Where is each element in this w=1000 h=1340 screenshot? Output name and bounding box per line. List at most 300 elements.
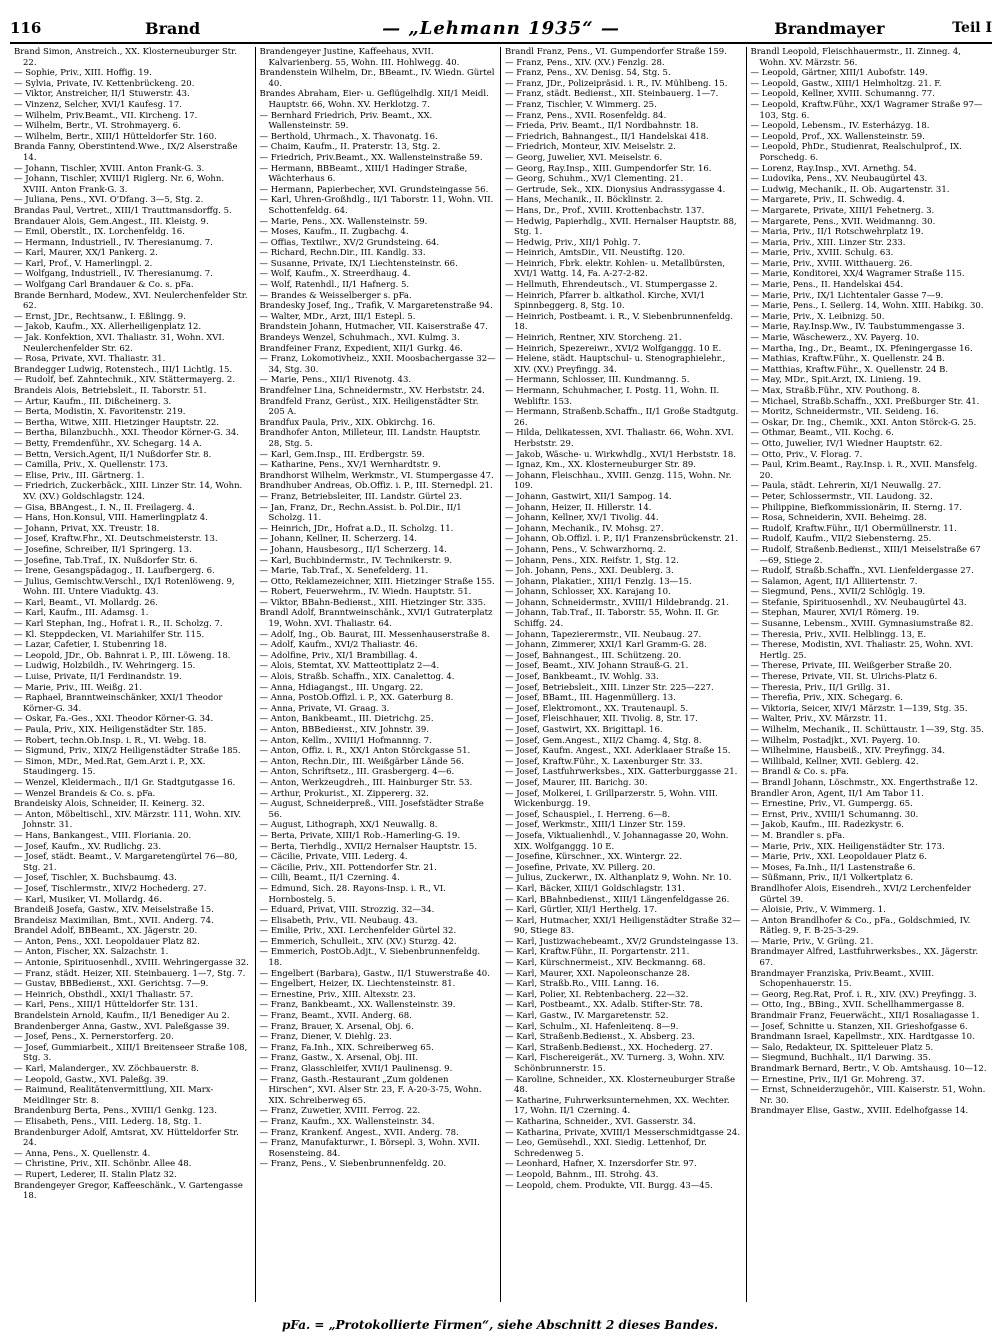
- directory-entry: Brandengeyer Gregor, Kaffeeschänk., V. Gartengasse 18.: [14, 1180, 243, 1202]
- directory-entry: — Hermann, Straßenb.Schaffn., II/1 Große Stadtgutg. 26.: [505, 407, 739, 428]
- directory-entry: — Walter, MDr., Arzt, III/1 Estepl. 5.: [259, 311, 416, 322]
- directory-entry: — Wilhelm, Priv.Beamt., VII. Kircheng. 17.: [14, 110, 198, 121]
- directory-entry: — Josef, städt. Beamt., V. Margaretengürtel 76—80, Stg. 21.: [14, 852, 238, 873]
- directory-entry: — Franz, Fa.Inh., XIX. Schreiberweg 65.: [259, 1042, 434, 1053]
- directory-entry: — May, MDr., Spit.Arzt, IX. Linieng. 19.: [750, 375, 922, 386]
- directory-entry: — Marie, Pens., XII/1 Rivenotg. 43.: [259, 375, 412, 386]
- directory-entry: — Georg, Reg.Rat, Prof. i. R., XIV. (XV.) Preyfingg. 3.: [750, 989, 977, 1000]
- directory-entry: — Josef, Kraftw.Fhr., XI. Deutschmeisterstr. 13.: [14, 534, 218, 545]
- directory-entry: Brandengeyer Justine, Kaffeehaus, XVII. Kalvarienberg. 55, Wohn. III. Hohlwegg. 40.: [259, 47, 460, 68]
- directory-entry: — Katharine, Fuhrwerksunternehmen, XX. Wechter. 17, Wohn. II/1 Czerning. 4.: [505, 1095, 730, 1117]
- directory-entry: — Anton, Werkzeugdreh., III. Hainburger Str. 53.: [259, 777, 473, 788]
- directory-entry: — Margarete, Private, XIII/1 Fehetnerg. 3.: [750, 205, 935, 216]
- directory-entry: — Bertha, Bilanzbuchh., XXI. Theodor Körner-G. 34.: [14, 428, 239, 439]
- directory-entry: — Leopold, JDr., Ob. Bahnrat i. P., III. Löweng. 18.: [14, 650, 231, 661]
- directory-entry: — Josef, Werkmstr., XIII/1 Linzer Str. 159.: [505, 820, 686, 831]
- directory-entry: — Walter, Priv., XV. Märzstr. 11.: [750, 714, 888, 725]
- directory-entry: Brandlhofer Alois, Eisendreh., XVI/2 Lerchenfelder Gürtel 39.: [750, 883, 971, 905]
- directory-entry: — Josef, Beamt., XIV. Johann Strauß-G. 21.: [505, 661, 689, 672]
- directory-entry: — Raphael, Branntweinschänker, XXI/1 Theodor Körner-G. 34.: [14, 693, 223, 714]
- directory-entry: — Johann, Ob.Offizl. i. P., II/1 Franzensbrückenstr. 21.: [505, 534, 739, 545]
- directory-entry: Brandl Leopold, Fleischhauermstr., II. Zinneg. 4, Wohn. XV. Märzstr. 56.: [750, 47, 961, 68]
- directory-entry: — Leopold, Gärtner, XIII/1 Aubofstr. 149.: [750, 68, 928, 79]
- directory-entry: — Karl, Bäcker, XIII/1 Goldschlagstr. 131.: [505, 883, 685, 894]
- directory-entry: — Artur, Kaufm., III. Dißcheinerg. 3.: [14, 396, 172, 407]
- directory-entry: — Berta, Private, XIII/1 Rob.-Hamerling-G. 19.: [259, 830, 461, 841]
- directory-entry: — Peter, Schlossermstr., VII. Laudong. 32.: [750, 491, 933, 502]
- directory-entry: — Franz, Glasschleifer, XVII/1 Paulinensg. 9.: [259, 1064, 453, 1074]
- directory-entry: — Betty, Fremdenführ., XV. Schegarg. 14 A.: [14, 438, 202, 449]
- directory-entry: — Gisa, BBAngest., I. N., II. Freilagerg. 4.: [14, 502, 195, 513]
- directory-entry: — Alois, Straßb. Schaffn., XIX. Canalettog. 4.: [259, 672, 455, 683]
- directory-entry: — Leopold, Kellner, XVIII. Schumanng. 77.: [750, 89, 935, 100]
- directory-entry: — Anton, BBBediенst., XIV. Johnstr. 39.: [259, 725, 430, 735]
- directory-entry: Brandeis Alois, Betriebsleit., II. Taborstr. 51.: [14, 386, 207, 396]
- directory-entry: — Karl, Straßenb.Bediенst., XX. Hochederg. 27.: [505, 1042, 713, 1053]
- directory-entry: — Elise, Priv., III. Gärtnerg. 1.: [14, 470, 145, 481]
- directory-entry: — Joh. Johann, Pens., XXI. Deublerg. 3.: [505, 566, 674, 577]
- directory-entry: — Theresia, Priv., XVII. Helblingg. 13, E.: [750, 629, 927, 640]
- directory-entry: Brandl Franz, Pens., VI. Gumpendorfer Straße 159.: [505, 47, 727, 57]
- directory-entry: — Emilie, Priv., XXI. Lerchenfelder Gürtel 32.: [259, 926, 457, 937]
- directory-entry: — Josef, Betriebsleit., XIII. Linzer Str. 225—227.: [505, 682, 714, 693]
- directory-entry: — Karl, Gem.Insp., III. Erdbergstr. 59.: [259, 449, 425, 460]
- directory-entry: Brandesky Josef, Ing., Trafik, V. Margaretenstraße 94.: [259, 301, 493, 312]
- directory-entry: — Engelbert, Heizer, IX. Liechtensteinstr. 81.: [259, 979, 456, 990]
- directory-entry: — Karl, Kaufm., III. Adamsg. 1.: [14, 608, 149, 619]
- directory-entry: — Franz, Gastw., X. Arsenal, Obj. III.: [259, 1053, 419, 1064]
- directory-entry: — Josef, Tischler, X. Buchsbaumg. 43.: [14, 873, 177, 884]
- directory-entry: — Leopold, Prof., XX. Wallensteinstr. 59.: [750, 131, 925, 142]
- directory-entry: — Emmerich, Schulleit., XIV. (XV.) Sturzg. 42.: [259, 936, 457, 947]
- directory-entry: Brandhuber Andreas, Ob.Offiz. i. P., III. Sternedpl. 21.: [259, 481, 493, 492]
- directory-entry: — Josef, Gem.Angest., XII/2 Chamg. 4, Stg. 8.: [505, 735, 702, 746]
- directory-entry: — Maria, Priv., XIII. Linzer Str. 233.: [750, 237, 906, 248]
- directory-entry: — Jakob, Kaufm., XX. Allerheiligenplatz 12.: [14, 322, 202, 333]
- directory-entry: — August, Schneiderpreß., VIII. Josefstädter Straße 56.: [259, 799, 484, 820]
- directory-entry: — Christine, Priv., XII. Schönbr. Allee 48.: [14, 1159, 192, 1170]
- directory-entry: — Anton, Bankbeamt., III. Dietrichg. 25.: [259, 714, 434, 725]
- directory-entry: — Leonhard, Hafner, X. Inzersdorfer Str. 97.: [505, 1159, 697, 1170]
- directory-entry: — Franz, Brauer, X. Arsenal, Obj. 6.: [259, 1021, 414, 1032]
- directory-entry: — Marie, Pens., II. Handelskai 454.: [750, 280, 904, 291]
- directory-entry: — Alois, Stemtat, XV. Matteottiplatz 2—4.: [259, 661, 440, 672]
- directory-entry: — Josef, Molkerei, I. Grillparzerstr. 5, Wohn. VIII. Wickenburgg. 19.: [505, 788, 718, 810]
- directory-entry: — Raimund, Realitätenvermittlung, XII. Marx-Meidlinger Str. 8.: [14, 1085, 214, 1106]
- directory-entry: — Hermann, Schlosser, III. Kundmanng. 5.: [505, 375, 690, 386]
- directory-entry: — Ernestine, Priv., XIII. Altexstr. 23.: [259, 989, 416, 1000]
- directory-entry: Brandmayer Franziska, Priv.Beamt., XVIII. Schopenhauerstr. 15.: [750, 968, 935, 990]
- directory-entry: — Berta, Tierhdlg., XVII/2 Hernalser Hauptstr. 15.: [259, 841, 478, 852]
- directory-entry: — Wilhelm, Mechanik., II. Schüttaustr. 1—39, Stg. 35.: [750, 725, 984, 735]
- directory-entry: — Karl, Musiker, VI. Mollardg. 46.: [14, 894, 162, 905]
- directory-entry: — Wolfgang Carl Brandauer & Co. s. pFa.: [14, 280, 194, 291]
- directory-entry: — Paula, städt. Lehrerin, XI/1 Neuwallg. 27.: [750, 481, 942, 492]
- directory-entry: — Maria, Priv., II/1 Rotschwehrplatz 19.: [750, 227, 924, 238]
- directory-entry: — Irene, Gesangspädagog., II. Laufbergerg. 6.: [14, 566, 215, 577]
- directory-entry: — Leopold, Gastw., XIII/1 Helmholtzg. 21. F.: [750, 78, 942, 89]
- directory-entry: — Marie, Priv., XVIII. Schulg. 63.: [750, 248, 894, 259]
- directory-entry: — Rudolf, Straßenb.Bediенst., XIII/1 Meiselstraße 67—69, Stiege 2.: [750, 544, 981, 566]
- directory-entry: Brandeys Wenzel, Schuhmach., XVI. Kulmg. 3.: [259, 333, 460, 344]
- directory-entry: — Josef, Tischlermstr., XIV/2 Hochederg. 27.: [14, 883, 207, 894]
- directory-entry: — Ernst, JDr., Rechtsanw., I. Eßlingg. 9.: [14, 311, 186, 322]
- directory-entry: Brand Simon, Anstreich., XX. Klosterneuburger Str. 22.: [14, 47, 237, 68]
- directory-entry: — Jakob, Wäsche- u. Wirkwhdlg., XVI/1 Herbststr. 18.: [505, 449, 736, 460]
- directory-entry: — Wolfgang, Industriell., IV. Theresianumg. 7.: [14, 269, 213, 280]
- directory-entry: — Johann, Kellner, II. Scherzerg. 14.: [259, 534, 417, 545]
- directory-entry: — Hermann, Papierbecher, XVI. Grundsteingasse 56.: [259, 184, 489, 195]
- directory-entry: — Willibald, Kellner, XVII. Geblerg. 42.: [750, 756, 919, 767]
- directory-entry: — Karl, BBahnbedienst., XIII/1 Längenfeldgasse 26.: [505, 894, 730, 905]
- directory-entry: — Therese, Private, III. Weißgerber Straße 20.: [750, 661, 953, 672]
- directory-entry: — Franz, Zuwetier, XVIII. Ferrog. 22.: [259, 1106, 421, 1117]
- directory-entry: — Marie, Priv., X. Leibnizg. 50.: [750, 311, 885, 322]
- directory-entry: — Karl, Straßenb.Bediенst., X. Absberg. 23.: [505, 1032, 695, 1043]
- directory-entry: — Karl, Hutmacher, XXI/1 Heiligenstädter Straße 32—90, Stiege 83.: [505, 915, 741, 937]
- directory-entry: — Katharina, Private, XVIII/1 Messerschmidtgasse 24.: [505, 1127, 741, 1138]
- directory-entry: — Johann, Gastwirt, XII/1 Sampog. 14.: [505, 491, 672, 502]
- directory-entry: — Johann, Pens., XIX. Reifstr. 1, Stg. 12.: [505, 555, 679, 566]
- directory-entry: — Leopold, Gastw., XVI. Paleßg. 39.: [14, 1074, 169, 1085]
- directory-entry: — Franz, Manufakturwr., I. Börsepl. 3, Wohn. XVII. Rosensteing. 84.: [259, 1138, 480, 1159]
- directory-entry: Brandhofer Anton, Milleteur, III. Landstr. Hauptstr. 28, Stg. 5.: [259, 428, 481, 449]
- directory-entry: — Brandl Johann, Löschmstr., XX. Engerthstraße 12.: [750, 777, 978, 788]
- directory-entry: — Berta, Modistin, X. Favoritenstr. 219.: [14, 407, 186, 418]
- directory-entry: — Josef, Gastwirt, XX. Brigittapl. 16.: [505, 725, 663, 735]
- directory-entry: — Marie, Tab.Traf., X. Senefelderg. 11.: [259, 566, 429, 577]
- directory-entry: — Elisabeth, Pens., VIII. Lederg. 18, Stg. 1.: [14, 1116, 202, 1127]
- directory-entry: — Karl, Uhren-Großhdlg., II/1 Taborstr. 11, Wohn. VII. Schottenfeldg. 64.: [259, 195, 494, 216]
- directory-entry: — Marie, Priv., XVIII. Witthauerg. 26.: [750, 258, 913, 269]
- directory-entry: — Anton, Kellm., XVIII/1 Hofmannng. 7.: [259, 735, 432, 746]
- page-footer: pFa. = „Protokollierte Firmen“, siehe Abschnitt 2 dieses Bandes.: [282, 1318, 718, 1332]
- directory-entry: — Katharine, Pens., XV/1 Wernhardtstr. 9.: [259, 460, 441, 471]
- directory-entry: — Leopold, Bahnm., III. Strohg. 43.: [505, 1169, 659, 1180]
- directory-entry: — Josef, Lastfuhrwerksbes., XIX. Gatterburggasse 21.: [505, 767, 738, 778]
- directory-entry: Brandes Abraham, Eier- u. Geflügelhdlg. XII/1 Meidl. Hauptstr. 66, Wohn. XV. Herklotzg. 7.: [259, 89, 489, 110]
- directory-entry: — Philippine, Biefkommissionärin, II. Sterng. 17.: [750, 502, 962, 513]
- directory-entry: — Josef, Schauspiel., I. Herreng. 6—8.: [505, 809, 671, 820]
- left-keyword: Brand: [145, 18, 201, 38]
- directory-entry: — Viktor, BBahn-Bediенst., XIII. Hietzinger Str. 335.: [259, 597, 486, 608]
- directory-entry: — Wolf, Ratenhdl., II/1 Hafnerg. 5.: [259, 280, 410, 291]
- directory-entry: — Margarete, Pens., XVII. Weidmanng. 30.: [750, 216, 936, 227]
- directory-entry: — Wenzel, Kleidermach., II/1 Gr. Stadtgutgasse 16.: [14, 777, 236, 788]
- directory-entry: — Josef, Fleischhauer, XII. Tivolig. 8, Str. 17.: [505, 714, 698, 725]
- directory-entry: — Georg, Schuhm., XV/1 Clementing. 21.: [505, 174, 684, 185]
- directory-entry: Brandfeld Franz, Gerüst., XIX. Heiligenstädter Str. 205 A.: [259, 396, 479, 418]
- directory-entry: — Engelbert (Barbara), Gastw., II/1 Stuwerstraße 40.: [259, 968, 490, 979]
- directory-entry: — Bernhard Friedrich, Priv. Beamt., XX. Wallensteinstr. 59.: [259, 110, 433, 132]
- directory-entry: — Frieda, Priv. Beamt., II/1 Nordbahnstr. 18.: [505, 121, 699, 132]
- directory-entry: — Johann, Tab.Traf., II. Taborstr. 55, Wohn. II. Gr. Schiffg. 24.: [505, 608, 720, 630]
- directory-entry: Brande Bernhard, Modew., XVI. Neulerchenfelder Str. 62.: [14, 290, 248, 312]
- directory-entry: — Viktoria, Seicer, XIV/1 Märzstr. 1—139, Stg. 35.: [750, 703, 968, 714]
- directory-entry: — Offias, Textilwr., XV/2 Grundsteing. 64.: [259, 237, 440, 248]
- directory-entry: — Josef, Kraftw.Führ., X. Laxenburger Str. 33.: [505, 756, 703, 767]
- directory-entry: — Martha, Ing., Dr., Beamt., IX. Pfeningergasse 16.: [750, 343, 973, 354]
- directory-entry: — Rudolf, Kaufm., VII/2 Siebensterng. 25.: [750, 534, 932, 545]
- directory-entry: — Oskar, Fa.-Ges., XXI. Theodor Körner-G. 34.: [14, 714, 214, 725]
- directory-entry: — Marie, Priv., III. Weißg. 21.: [14, 682, 142, 693]
- directory-entry: — Josefine, Kürschner., XX. Wintergr. 22.: [505, 852, 683, 863]
- directory-entry: — Heinrich, Rentner, XIV. Storcheng. 21.: [505, 333, 682, 344]
- directory-entry: — Franz, JDr., Polizeipräsid. i. R., IV. Mühlbeng. 15.: [505, 78, 728, 89]
- directory-entry: — Leopold, Lebensm., IV. Esterházyg. 18.: [750, 121, 930, 132]
- directory-entry: — Karl, Maurer, XX/1 Pankerg. 2.: [14, 248, 158, 259]
- directory-entry: — Robert, Feuerwehrm., IV. Wiedn. Hauptstr. 51.: [259, 587, 472, 598]
- directory-entry: — Brandes & Weisselberger s. pFa.: [259, 290, 412, 301]
- directory-entry: — Ignaz, Km., XX. Klosterneuburger Str. 89.: [505, 460, 696, 471]
- directory-entry: — Elisabeth, Priv., VII. Neubaug. 43.: [259, 915, 418, 926]
- directory-entry: — Franz, Krankenf. Angest., XVII. Anderg. 78.: [259, 1127, 459, 1138]
- directory-entry: — Ludwig, Holzbildh., IV. Wehringerg. 15.: [14, 661, 196, 672]
- directory-entry: Brandegger Ludwig, Rotenstech., III/1 Lichtlg. 15.: [14, 364, 233, 375]
- directory-entry: — Marie, Pens., XX. Wallensteinstr. 59.: [259, 216, 428, 227]
- directory-columns: [10, 47, 992, 1302]
- directory-entry: — Salamon, Agent, II/1 Alliiertenstr. 7.: [750, 576, 918, 587]
- directory-entry: — Chaim, Kaufm., II. Praterstr. 13, Stg. 2.: [259, 142, 441, 153]
- directory-entry: — Othmar, Beamt., VII. Kochg. 6.: [750, 428, 894, 439]
- directory-entry: — Emil, Oberstlt., IX. Lorchenfeldg. 16.: [14, 227, 185, 238]
- directory-entry: — Josef, Elektromont., XX. Trautenaupl. 5.: [505, 703, 689, 714]
- directory-entry: — Siegmund, Buchhalt., II/1 Darwing. 35.: [750, 1053, 931, 1064]
- directory-entry: — Franz, Tischler, V. Wimmerg. 25.: [505, 99, 657, 110]
- directory-entry: Brandfeiner Franz, Expedient, XII/1 Gurkg. 46.: [259, 343, 463, 354]
- directory-entry: Brandenberger Anna, Gastw., XVI. Paleßgasse 39.: [14, 1021, 230, 1032]
- directory-entry: — Leopold, Kraftw.Führ., XX/1 Wagramer Straße 97—103, Stg. 6.: [750, 99, 983, 121]
- directory-entry: — Katharina, Schneider., XVI. Gasserstr. 34.: [505, 1116, 696, 1127]
- directory-entry: — Johann, Zimmerer, XXI/1 Karl Gramm-G. 28.: [505, 640, 707, 651]
- directory-entry: Brandelstein Arnold, Kaufm., II/1 Benediger Au 2.: [14, 1011, 230, 1022]
- directory-entry: — Friedrich, Monteur, XIV. Meiselstr. 2.: [505, 142, 676, 153]
- directory-entry: Brandeisz Maximilian, Bmt., XVII. Anderg. 74.: [14, 915, 214, 926]
- directory-entry: — Anton, Rechn.Dir., III. Weißgärber Lände 56.: [259, 756, 464, 767]
- directory-entry: — Karl, Beamt., VI. Mollardg. 26.: [14, 597, 158, 608]
- directory-entry: — Friedrich, Priv.Beamt., XX. Wallensteinstraße 59.: [259, 152, 483, 163]
- directory-entry: — Max, Straßb.Führ., XIV. Pouthong. 8.: [750, 386, 920, 396]
- directory-entry: — Hans, Hon.Konsul, VIII. Hamerlingplatz 4.: [14, 513, 208, 524]
- directory-entry: — Anton, Möbeltischl., XIV. Märzstr. 111, Wohn. XIV. Johnstr. 31.: [14, 809, 241, 831]
- directory-entry: — Josef, Pens., X. Pernerstorferg. 20.: [14, 1032, 174, 1043]
- part-label: Teil I: [952, 20, 992, 36]
- directory-entry: — Berthold, Uhrmach., X. Thavonatg. 16.: [259, 131, 438, 142]
- directory-entry: — Anna, PostOb.Offizl. i. P., XX. Gaterburg 8.: [259, 693, 454, 704]
- directory-entry: — Rudolf, Straßb.Schaffn., XVI. Lienfeldergasse 27.: [750, 566, 974, 577]
- directory-entry: — Moses, Fa.Inh., II/1 Lastenstraße 6.: [750, 862, 916, 873]
- directory-entry: — Heinrich, Obsthdl., XXI/1 Thaliastr. 57.: [14, 989, 194, 1000]
- directory-entry: — Kl. Steppdecken, VI. Mariahilfer Str. 115.: [14, 629, 205, 640]
- directory-entry: — Marie, Wäschewerz., XV. Payerg. 10.: [750, 333, 920, 344]
- directory-entry: — Otto, Priv., V. Florag. 7.: [750, 449, 863, 460]
- directory-entry: — Franz, städt. Bediенst., XII. Steinbauerg. 1—7.: [505, 89, 719, 100]
- directory-entry: — Siegmund, Pens., XVII/2 Schlöglg. 19.: [750, 587, 926, 598]
- directory-entry: — Hans, Bankangest., VIII. Floriania. 20.: [14, 830, 192, 841]
- directory-entry: Brandl Adolf, Branntweinschänk., XVI/1 Gutraterplatz 19, Wohn. XVI. Thaliastr. 64.: [259, 608, 493, 630]
- directory-entry: — Therese, Private, VII. St. Ulrichs-Platz 6.: [750, 672, 938, 683]
- directory-entry: — Cilli, Beamt., II/1 Czerning. 4.: [259, 873, 400, 884]
- directory-entry: Brandas Paul, Vertret., XIII/1 Trauttmansdorffg. 5.: [14, 205, 232, 216]
- page-title: — „Lehmann 1935“ —: [382, 17, 620, 39]
- column-3: [501, 47, 747, 1302]
- directory-entry: — Mathias, Kraftw.Führ., X. Quellenstr. 24 B.: [750, 354, 945, 365]
- directory-entry: — Franz, Pens., XV. Denisg. 54, Stg. 5.: [505, 68, 671, 79]
- directory-entry: — Ludwig, Mechanik., II. Ob. Augartenstr. 31.: [750, 184, 950, 195]
- directory-entry: — Johann, Plakatier., XIII/1 Fenzlg. 13—15.: [505, 576, 692, 587]
- directory-entry: Brandmair Franz, Feuerwächt., XII/1 Rosaliagasse 1.: [750, 1011, 980, 1022]
- page-number: 116: [10, 19, 42, 37]
- directory-entry: — Therese, Modistin, XVI. Thaliastr. 25, Wohn. XVI. Hertlg. 25.: [750, 640, 974, 661]
- directory-entry: — Franz, Pens., V. Siebenbrunnenfeldg. 20.: [259, 1159, 447, 1170]
- directory-entry: — Josef, BBamt., III. Hagenmüllerg. 13.: [505, 693, 676, 704]
- directory-entry: — M. Brandler s. pFa.: [750, 830, 845, 841]
- directory-entry: — Leopold, chem. Produkte, VII. Burgg. 43—45.: [505, 1180, 713, 1191]
- column-1: [10, 47, 256, 1302]
- directory-entry: — Franz, Betriebsleiter, III. Landstr. Gürtel 23.: [259, 491, 462, 502]
- directory-entry: — Heinrich, Pfarrer b. altkathol. Kirche, XVI/1 Spinnbeggerg. 8, Stg. 10.: [505, 290, 706, 312]
- directory-entry: — Margarete, Priv., II. Schwedig. 4.: [750, 195, 905, 206]
- column-2: [256, 47, 502, 1302]
- directory-entry: — Richard, Rechn.Dir., III. Kandlg. 33.: [259, 248, 426, 259]
- directory-entry: — Wenzel Brandeis & Co. s. pFa.: [14, 788, 156, 799]
- directory-entry: — Matthias, Kraftw.Führ., X. Quellenstr. 24 B.: [750, 364, 949, 375]
- directory-entry: — Josefine, Schreiber, II/1 Springerg. 13.: [14, 544, 192, 555]
- directory-entry: — Marie, Priv., V. Grüng. 21.: [750, 936, 874, 947]
- directory-entry: — Lazar, Cafetier, I. Stubenring 18.: [14, 640, 167, 651]
- directory-entry: — Cäcilie, Private, VIII. Lederg. 4.: [259, 852, 408, 863]
- directory-entry: — Heinrich, Fbrk. elektr. Kohlen- u. Metallbürsten, XVI/1 Wattg. 14, Fa. A-27-2-82.: [505, 258, 726, 280]
- directory-entry: — Franz, Kaufm., XX. Wallensteinstr. 34.: [259, 1116, 435, 1127]
- directory-entry: Brandenburg Berta, Pens., XVIII/1 Genkg. 123.: [14, 1106, 217, 1117]
- directory-entry: — Jak. Konfektion, XVI. Thaliastr. 31, Wohn. XVI. Neulerchenfelder Str. 62.: [14, 333, 225, 354]
- directory-entry: — Karl, Prof., V. Hamerlingpl. 2.: [14, 258, 153, 269]
- directory-entry: — Wolf, Kaufm., X. Streerdhaug. 4.: [259, 269, 411, 280]
- directory-entry: — Viktor, Anstreicher, II/1 Stuwerstr. 43.: [14, 89, 190, 100]
- directory-entry: — Josef, Kaufm., XV. Rudlichg. 23.: [14, 841, 162, 852]
- directory-entry: — Hans, Dr., Prof., XVIII. Krottenbachstr. 137.: [505, 205, 705, 216]
- directory-entry: — Heinrich, Spezereiwr., XVI/2 Wolfganggg. 10 E.: [505, 343, 722, 354]
- directory-entry: — Julius, Zuckerwr., IX. Althanplatz 9, Wohn. Nr. 10.: [505, 873, 732, 884]
- directory-entry: — Hedwig, Papierhdlg., XVII. Hernalser Hauptstr. 88, Stg. 1.: [505, 216, 737, 238]
- directory-entry: — Karl, Polier, XI. Rebtenbacherg. 22—32.: [505, 989, 689, 1000]
- directory-entry: — Ernst, Priv., XVIII/1 Schumanng. 30.: [750, 809, 919, 820]
- directory-entry: — Johann, Privat, XX. Treustr. 18.: [14, 523, 160, 534]
- directory-entry: — August, Lithograph, XX/1 Neuwallg. 8.: [259, 820, 438, 831]
- directory-entry: — Johann, Kellner, XV/1 Tivolig. 44.: [505, 513, 659, 524]
- directory-entry: Branda Fanny, Oberstintend.Wwe., IX/2 Alserstraße 14.: [14, 142, 238, 163]
- directory-entry: — Ludovika, Pens., XV. Neubaugürtel 43.: [750, 174, 928, 185]
- directory-entry: — Franz, Pens., XVII. Rosenfeldg. 84.: [505, 110, 667, 121]
- directory-entry: — Johann, Tischler, XVIII/1 Riglerg. Nr. 6, Wohn. XVIII. Anton Frank-G. 3.: [14, 174, 225, 195]
- directory-entry: — Anna, Private, VI. Graag. 3.: [259, 703, 390, 714]
- directory-entry: — Adolf, Ing., Ob. Baurat, III. Messenhauserstraße 8.: [259, 629, 490, 640]
- directory-entry: — Gertrude, Sek., XIX. Dionysius Andrassygasse 4.: [505, 184, 726, 195]
- directory-entry: — Anna, Pens., X. Quellenstr. 4.: [14, 1148, 151, 1159]
- directory-entry: — Josefa, Viktualienhdl., V. Johannagasse 20, Wohn. XIX. Wolfganggg. 10 E.: [505, 830, 729, 852]
- directory-entry: — Süßmann, Priv., II/1 Volkertplatz 6.: [750, 873, 914, 884]
- directory-entry: — Ernestine, Priv., II/1 Gr. Mohreng. 37.: [750, 1074, 925, 1085]
- directory-entry: — Hilda, Delikatessen, XVI. Thaliastr. 66, Wohn. XVI. Herbststr. 29.: [505, 428, 734, 449]
- directory-entry: — Josef, Bahnangest., III. Schützeng. 20.: [505, 650, 682, 661]
- directory-entry: — Rosa, Schneiderin, XVII. Beheimg. 28.: [750, 513, 927, 524]
- directory-entry: — Franz, Diener, V. Diehlg. 23.: [259, 1032, 392, 1043]
- page-header: [10, 14, 992, 44]
- directory-entry: — Gustav, BBBediенst., XXI. Gerichtsg. 7—9.: [14, 979, 209, 990]
- directory-entry: — Johann, Tapezierermstr., VII. Neubaug. 27.: [505, 629, 702, 640]
- directory-entry: — Franz, Bankbeamt., XX. Wallensteinstr. 39.: [259, 1000, 456, 1011]
- directory-entry: — Karl Stephan, Ing., Hofrat i. R., II. Scholzg. 7.: [14, 619, 223, 630]
- directory-entry: — Rosa, Private, XVI. Thaliastr. 31.: [14, 354, 166, 365]
- directory-entry: — Johann, Heizer, II. Hillerstr. 14.: [505, 502, 652, 513]
- directory-entry: — Anton, Offiz. i. R., XX/1 Anton Störckgasse 51.: [259, 746, 471, 757]
- directory-entry: — Sophie, Priv., XIII. Hoffig. 19.: [14, 68, 152, 79]
- directory-entry: Brandauer Alois, Gem.Angest., III. Kleistg. 9.: [14, 216, 209, 227]
- directory-entry: — Stephan, Maurer, XVI/1 Römerg. 19.: [750, 608, 920, 619]
- directory-entry: — Theresia, Priv., II/1 Grillg. 31.: [750, 682, 890, 693]
- directory-entry: — Ernst, Schneiderzugehör., VIII. Kaiserstr. 51, Wohn. Nr. 30.: [750, 1085, 986, 1106]
- directory-entry: Brandeiß Josefa, Gastw., XIV. Meiselstraße 15.: [14, 905, 214, 916]
- directory-entry: — Luise, Private, II/1 Ferdinandstr. 19.: [14, 672, 182, 683]
- directory-entry: — Franz, Beamt., XVII. Anderg. 68.: [259, 1011, 412, 1022]
- directory-entry: — Marie, Priv., IX/1 Lichtentaler Gasse 7—9.: [750, 290, 944, 301]
- directory-entry: — Hans, Mechanik., II. Böcklinstr. 2.: [505, 195, 664, 206]
- directory-entry: — Moses, Kaufm., II. Zugbachg. 4.: [259, 227, 409, 238]
- directory-entry: — Sylvia, Private, IV. Kettenbrückeng. 20.: [14, 78, 195, 89]
- directory-entry: — Josef, Kaufm. Angest., XXI. Aderklaaer Straße 15.: [505, 746, 731, 757]
- directory-entry: — Karl, Malanderger., XV. Zöchbauerstr. 8.: [14, 1064, 199, 1074]
- directory-entry: — Otto, Reklamezeichner, XIII. Hietzinger Straße 155.: [259, 576, 495, 587]
- directory-entry: — Ernestine, Priv., VI. Gumpergg. 65.: [750, 799, 913, 810]
- directory-entry: — Paula, Priv., XIX. Heiligenstädter Str. 185.: [14, 725, 207, 735]
- directory-entry: — Karl, Pens., XIII/1 Hütteldorfer Str. 131.: [14, 1000, 198, 1011]
- directory-entry: — Karl, Postbeamt., XX. Adalb. Stifter-Str. 78.: [505, 1000, 703, 1011]
- directory-entry: Brandler Aron, Agent, II/1 Am Tabor 11.: [750, 788, 924, 799]
- directory-entry: — Johann, Hausbesorg., II/1 Scherzerg. 14.: [259, 544, 447, 555]
- directory-entry: — Cäcilie, Priv., XII. Pottendorfer Str. 21.: [259, 862, 437, 873]
- directory-entry: Brandenstein Wilhelm, Dr., BBeamt., IV. Wiedn. Gürtel 40.: [259, 68, 495, 89]
- directory-entry: — Lorenz, Ray.Insp., XVI. Arnethg. 54.: [750, 163, 917, 174]
- directory-entry: — Karl, Kürschnermeist., XIV. Beckmanng. 68.: [505, 958, 706, 969]
- directory-entry: — Heinrich, Postbeamt. i. R., V. Siebenbrunnenfeldg. 18.: [505, 311, 734, 333]
- directory-entry: Brandhorst Wilhelm, Werkmstr., VI. Stumpergasse 47.: [259, 470, 494, 481]
- directory-entry: — Friedrich, Bahnangest., II/1 Handelskai 418.: [505, 131, 709, 142]
- directory-entry: — Franz, Pens., XIV. (XV.) Fenzlg. 28.: [505, 57, 665, 68]
- directory-entry: — Friedrich, Zuckerbäck., XIII. Linzer Str. 14, Wohn. XV. (XV.) Goldschlagstr. 124.: [14, 481, 243, 502]
- directory-entry: — Josef, Bankbeamt., IV. Wohlg. 33.: [505, 672, 659, 683]
- directory-entry: — Georg, Juwelier, XVI. Meiselstr. 6.: [505, 152, 663, 163]
- directory-entry: — Franz, städt. Heizer, XII. Steinbauerg. 1—7, Stg. 7.: [14, 968, 246, 979]
- directory-entry: — Karl, Justizwachebeamt., XV/2 Grundsteingasse 13.: [505, 936, 739, 947]
- directory-entry: — Josefine, Private, XV. Pillerg. 20.: [505, 862, 656, 873]
- directory-entry: — Karl, Schulm., XI. Hafenleitenq. 8—9.: [505, 1021, 679, 1032]
- directory-entry: — Michael, Straßb.Schaffn., XXI. Preßburger Str. 41.: [750, 396, 980, 407]
- directory-entry: — Anton, Schriftsetz., III. Grasbergerg. 4—6.: [259, 767, 455, 778]
- directory-entry: — Marie, Pens., I. Seilerg. 14, Wohn. XIII. Habikg. 30.: [750, 301, 984, 312]
- directory-entry: — Rudolf, bef. Zahntechnik., XIV. Stättermayerg. 2.: [14, 375, 236, 386]
- directory-entry: — Johann, Tischler, XVIII. Anton Frank-G. 3.: [14, 163, 205, 174]
- directory-entry: — Edmund, Sich. 28. Rayons-Insp. i. R., VI. Hornbostelg. 5.: [259, 883, 446, 905]
- directory-entry: — Karl, Fischereigerät., XV. Turnerg. 3, Wohn. XIV. Schönbrunnerstr. 15.: [505, 1053, 725, 1074]
- directory-entry: — Anton, Fischer, XX. Salzachstr. 1.: [14, 947, 169, 958]
- directory-entry: — Wilhelmine, Hausbeiß., XIV. Preyfingg. 34.: [750, 746, 945, 757]
- directory-entry: — Karl, Maurer, XXI. Napoleonschanze 28.: [505, 968, 690, 979]
- directory-entry: Brandel Adolf, BBBeamt., XX. Jägerstr. 20.: [14, 926, 198, 937]
- directory-entry: — Robert, techn.Ob.Insp. i. R., VI. Webg. 18.: [14, 735, 207, 746]
- directory-entry: — Josef, Gummiarbeit., XIII/1 Breitenseer Straße 108, Stg. 3.: [14, 1042, 248, 1064]
- directory-entry: Brandfux Paula, Priv., XIX. Obkirchg. 16.: [259, 417, 436, 428]
- directory-entry: — Otto, Ing., BBing., XVII. Schellhammergasse 8.: [750, 1000, 965, 1011]
